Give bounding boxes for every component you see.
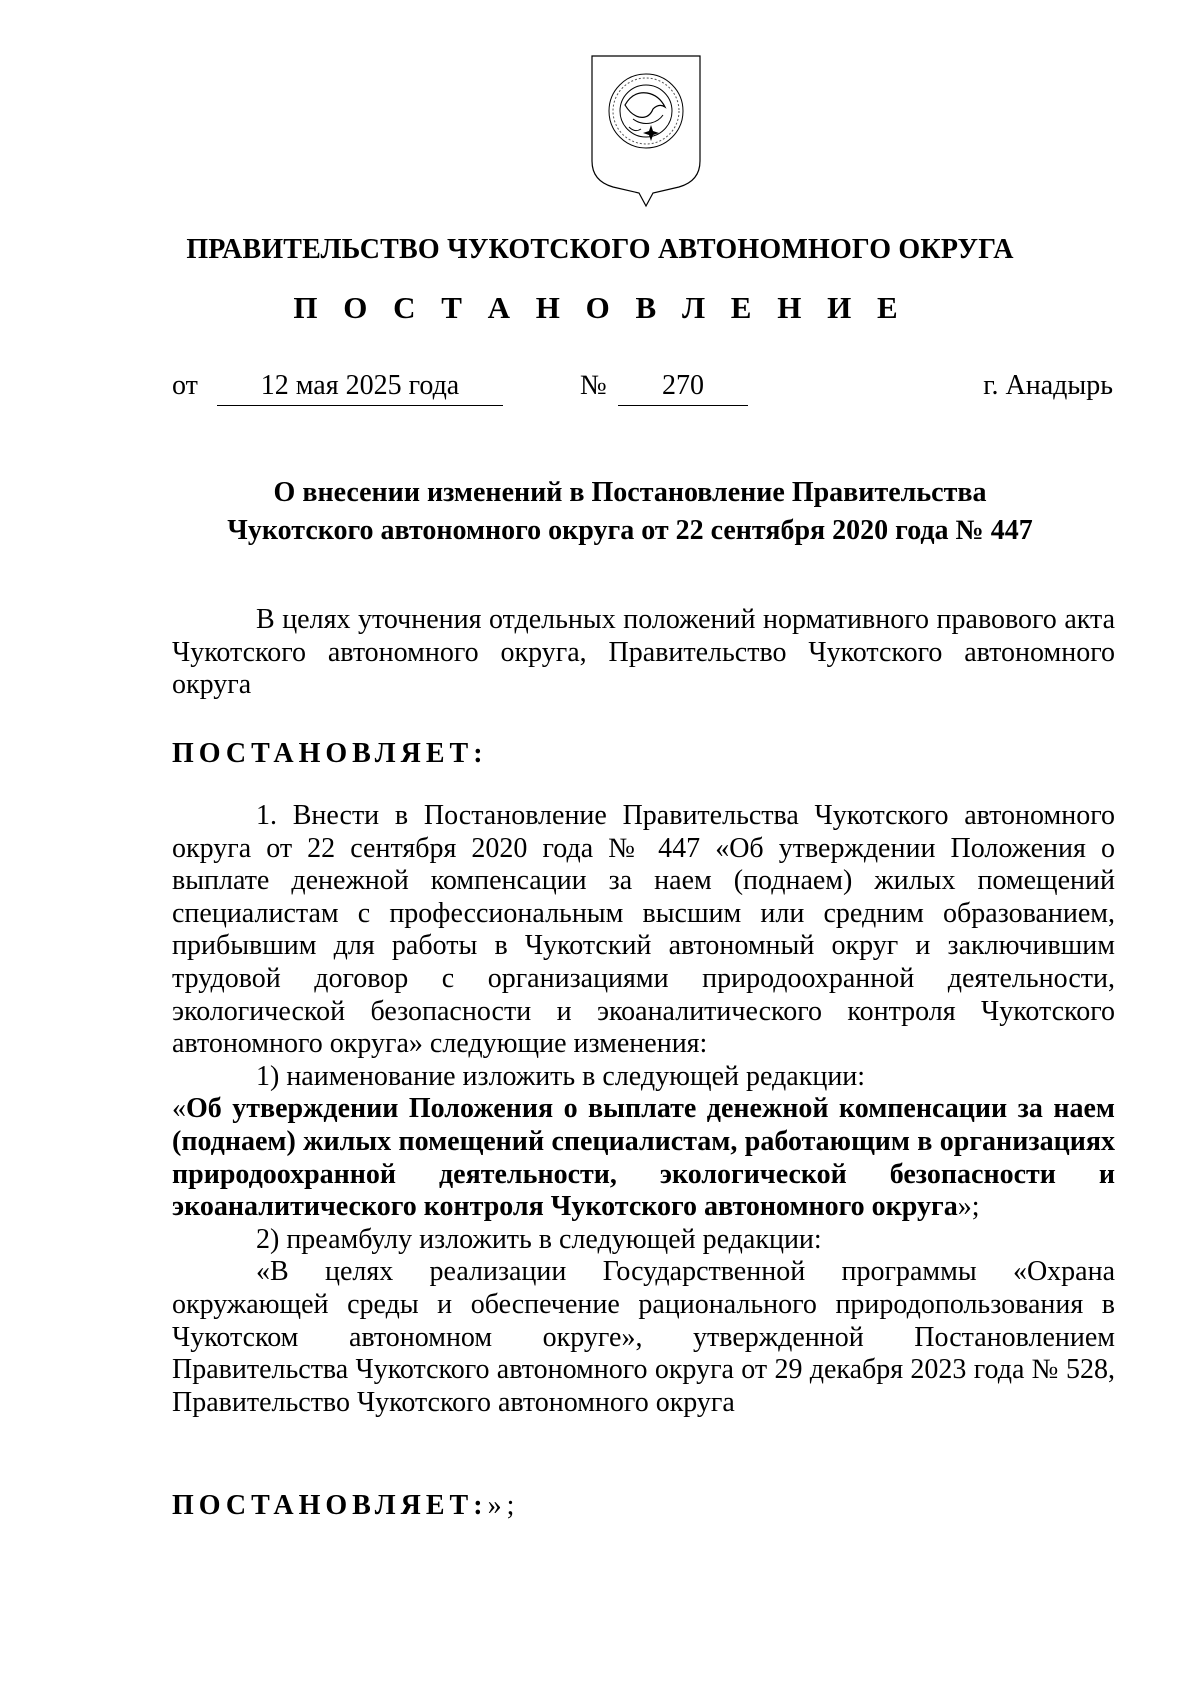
coat-of-arms-emblem: [589, 53, 703, 209]
subitem-2-new-preamble: «В целях реализации Государственной программы «Охрана окружающей среды и обеспечение рационального природопользования в Чукотском автономном округе», утвержденной Постановлением Правительства Чукотского автономного округа от 29 декабря 2023 года № 528, Правительство Чукотского автономного округа: [172, 1256, 1115, 1418]
decree-word-2: ПОСТАНОВЛЯЕТ:: [172, 1490, 488, 1521]
document-type-title: П О С Т А Н О В Л Е Н И Е: [293, 290, 907, 325]
decree-body: [172, 800, 1115, 1419]
decree-heading-quoted: [172, 1490, 519, 1522]
quote-close: »;: [957, 1191, 980, 1223]
city-name: г. Анадырь: [983, 370, 1113, 401]
new-title-bold: Об утверждении Положения о выплате денежной компенсации за наем (поднаем) жилых помещений специалистам, работающим в организациях природоохранной деятельности, экологической безопасности и экоаналитического контроля Чукотского автономного округа: [172, 1093, 1115, 1223]
subitem-2-text: 2) преамбулу изложить в следующей редакции:: [256, 1223, 822, 1255]
document-number: 270: [618, 372, 748, 406]
document-date: 12 мая 2025 года: [217, 372, 503, 406]
quote-open: «: [172, 1093, 186, 1125]
decree-heading: ПОСТАНОВЛЯЕТ:: [172, 738, 488, 769]
document-subject: [200, 474, 1060, 550]
preamble-paragraph: [172, 604, 1115, 702]
government-title: ПРАВИТЕЛЬСТВО ЧУКОТСКОГО АВТОНОМНОГО ОКРУГА: [186, 234, 1014, 265]
number-label: №: [580, 370, 607, 401]
subitem-1-text: 1) наименование изложить в следующей редакции:: [256, 1060, 866, 1092]
decree-tail: »;: [487, 1490, 520, 1521]
subject-line-2: Чукотского автономного округа от 22 сентября 2020 года № 447: [227, 515, 1033, 546]
date-label: от: [172, 370, 198, 401]
subject-line-1: О внесении изменений в Постановление Правительства: [273, 477, 987, 508]
subitem-1-new-title: [172, 1093, 1115, 1223]
preamble-text: В целях уточнения отдельных положений нормативного правового акта Чукотского автономного округа, Правительство Чукотского автономного округа: [172, 604, 1115, 701]
item-1-text: 1. Внести в Постановление Правительства Чукотского автономного округа от 22 сентября 2020 года № 447 «Об утверждении Положения о выплате денежной компенсации за наем (поднаем) жилых помещений специалистам с профессиональным высшим или средним образованием, прибывшим для работы в Чукотский автономный округ и заключившим трудовой договор с организациями природоохранной деятельности, экологической безопасности и экоаналитического контроля Чукотского автономного округа» следующие изменения:: [172, 800, 1115, 1060]
